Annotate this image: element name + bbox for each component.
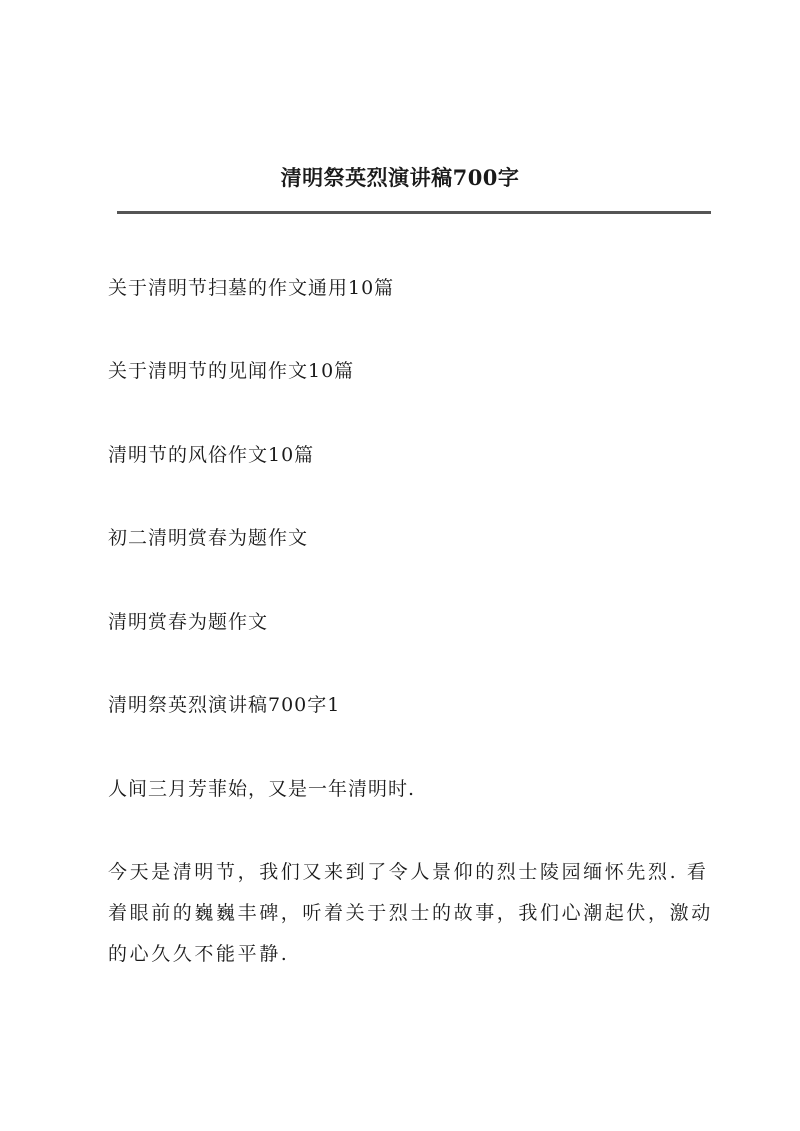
toc-item-1: 关于清明节扫墓的作文通用10篇 [108, 277, 395, 299]
toc-item-2: 关于清明节的见闻作文10篇 [108, 360, 355, 382]
toc-item-5: 清明赏春为题作文 [108, 611, 269, 633]
toc-item-4: 初二清明赏春为题作文 [108, 527, 309, 549]
paragraph-1: 人间三月芳菲始，又是一年清明时. [108, 778, 416, 800]
title-underline [117, 211, 711, 214]
paragraph-2: 今天是清明节，我们又来到了令人景仰的烈士陵园缅怀先烈. 看着眼前的巍巍丰碑，听着关于烈士的故事，我们心潮起伏，激动的心久久不能平静. [108, 861, 713, 965]
toc-item-3: 清明节的风俗作文10篇 [108, 444, 315, 466]
document-title: 清明祭英烈演讲稿700字 [280, 165, 520, 190]
section-heading: 清明祭英烈演讲稿700字1 [108, 694, 341, 716]
